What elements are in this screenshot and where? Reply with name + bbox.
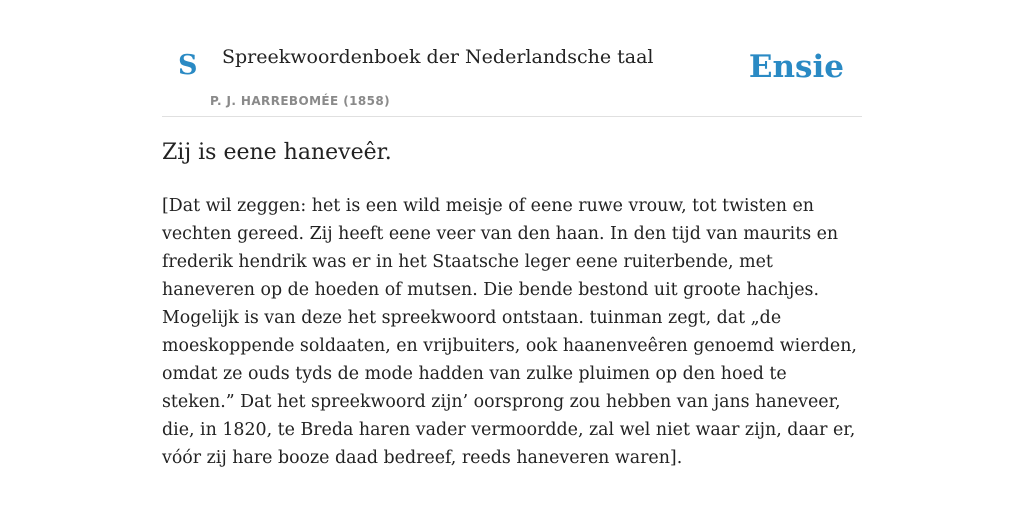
brand-logo[interactable]: Ensie [748,49,844,85]
entry-title: Zij is eene haneveêr. [162,140,392,165]
header [162,0,862,117]
author-label: P. J. HARREBOMÉE (1858) [210,94,390,108]
entry-body: [Dat wil zeggen: het is een wild meisje of eene ruwe vrouw, tot twisten en vechten gereed. Zij heeft eene veer van den haan. In den tijd van maurits en frederik hendrik was er in het Staatsche leger eene ruiterbende, met haneveren op de hoeden of mutsen. Die bende bestond uit groote hachjes. Mogelijk is van deze het spreekwoord ontstaan. tuinman zegt, dat „de moeskoppende soldaaten, en vrijbuiters, ook haanenveêren genoemd wierden, omdat ze ouds tyds de mode hadden van zulke pluimen op den hoed te steken.” Dat het spreekwoord zijn’ oorsprong zou hebben van jans haneveer, die, in 1820, te Breda haren vader vermoordde, zal wel niet waar zijn, daar er, vóór zij hare booze daad bedreef, reeds haneveren waren]. [162,196,857,468]
book-title[interactable]: Spreekwoordenboek der Nederlandsche taal [222,46,654,68]
source-logo[interactable]: S [178,50,198,81]
